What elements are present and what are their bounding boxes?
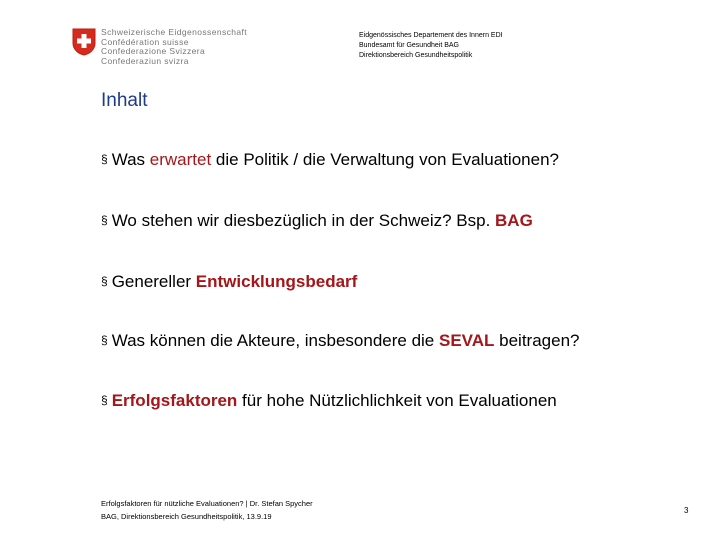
government-names <box>101 28 247 66</box>
bullet-text: Was <box>111 150 150 169</box>
bullet-highlight: erwartet <box>149 150 212 169</box>
bullet-marker: § <box>101 393 108 407</box>
bullet-item <box>101 272 357 292</box>
bullet-highlight: Entwicklungsbedarf <box>195 272 358 291</box>
gov-name-it: Confederazione Svizzera <box>101 46 206 57</box>
department-info <box>359 31 503 61</box>
bullet-text: beitragen? <box>494 331 580 350</box>
bullet-marker: § <box>101 152 108 166</box>
bullet-highlight: SEVAL <box>439 331 495 350</box>
bullet-text: Genereller <box>111 272 196 291</box>
page-number: 3 <box>684 506 689 515</box>
department-line: Bundesamt für Gesundheit BAG <box>359 42 459 49</box>
bullet-text: Was können die Akteure, insbesondere die <box>111 331 439 350</box>
bullet-item <box>101 150 559 170</box>
bullet-text: Wo stehen wir diesbezüglich in der Schweiz? Bsp. <box>111 211 496 230</box>
bullet-highlight: Erfolgsfaktoren <box>111 391 238 410</box>
department-line: Direktionsbereich Gesundheitspolitik <box>359 52 473 59</box>
gov-name-fr: Confédération suisse <box>101 36 189 47</box>
bullet-highlight: BAG <box>495 211 533 230</box>
bullet-text: die Politik / die Verwaltung von Evaluationen? <box>211 150 559 169</box>
footer-line: BAG, Direktionsbereich Gesundheitspolitik, 13.9.19 <box>101 512 272 521</box>
gov-name-rm: Confederaziun svizra <box>101 55 189 66</box>
bullet-marker: § <box>101 274 108 288</box>
bullet-text: für hohe Nützlichlichkeit von Evaluationen <box>237 391 557 410</box>
slide-title: Inhalt <box>101 90 148 111</box>
bullet-item <box>101 211 533 231</box>
gov-name-de: Schweizerische Eidgenossenschaft <box>101 27 248 37</box>
bullet-item <box>101 391 557 411</box>
bullet-marker: § <box>101 213 108 227</box>
bullet-item <box>101 331 580 351</box>
bullet-marker: § <box>101 333 108 347</box>
swiss-coat-of-arms-icon <box>72 28 96 56</box>
footer-line: Erfolgsfaktoren für nützliche Evaluationen? | Dr. Stefan Spycher <box>101 499 313 508</box>
department-line: Eidgenössisches Departement des Innern EDI <box>359 32 503 39</box>
footer <box>101 497 313 523</box>
